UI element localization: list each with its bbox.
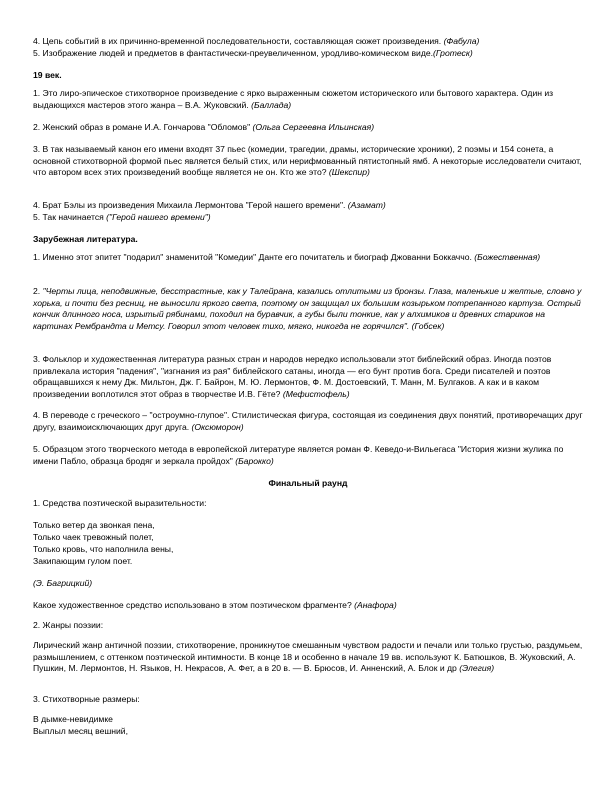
question-text: Лирический жанр античной поэзии, стихотворение, проникнутое смешанным чувством радости и печали или только грустью, раздумьем, размышлением, с оттенком поэтической интимности. В конце 18 и особенно в начале 19 вв. используют К. Батюшков, В. Жуковский, А. Пушкин, М. Лермонтов, Н. Языков, Н. Некрасов, А. Фет, а в 20 в. — В. Брюсов, И. Анненский, А. Блок и др [33,640,583,674]
question-bozhestvennaya [33,252,583,264]
answer: (Шекспир) [328,167,370,178]
question-text: Какое художественное средство использовано в этом поэтическом фрагменте? [33,600,355,610]
question-mefistofel [33,354,583,400]
question-text: 2. [33,286,43,296]
question-text: 4. Брат Бэлы из произведения Михаила Лермонтова "Герой нашего времени". [33,200,348,210]
answer: (Мефистофель) [282,388,350,399]
answer: (Анафора) [354,600,397,610]
question-shakespeare [33,144,583,179]
answer: (Гротеск) [433,48,473,58]
question-fabula [33,36,583,48]
question-ballada [33,88,583,111]
section-heading-19-century: 19 век. [33,70,62,80]
question-oksyumoron [33,410,583,433]
poem-line: В дымке-невидимке [33,714,113,724]
poem-line: Закипающим гулом поет. [33,556,133,566]
question-gobsek [33,286,583,332]
section-heading-final-round: Финальный раунд [268,478,348,488]
question-text: 3. Фольклор и художественная литература разных стран и народов нередко использовали этот библейский образ. Иногда поэтов привлекала история "падения", "изгнания из рая" библейского сатаны, иногда — его бунт против бога. Среди писателей и поэтов обращавшихся к нему Дж. Мильтон, Дж. Г. Байрон, М. Ю. Лермонтов, Ф. М. Достоевский, Т. Манн, М. Булгаков. А как и в каком произведении воплотился этот образ в творчестве И.В. Гёте? [33,354,552,399]
answer: (Элегия) [459,663,495,674]
answer: (Божественная) [474,252,541,262]
question-text: 3. В так называемый канон его имени входят 37 пьес (комедии, трагедии, драмы, исторические хроники), 2 поэмы и 154 сонета, а основной стихотворной формой пьес является белый стих, или нерифмованный пятистопный ямб. А некоторые исследователи считают, что автором всех этих произведений вообще является не он. Кто же это? [33,144,582,178]
question-barokko [33,444,583,467]
question-text: 5. Изображение людей и предметов в фантастически-преувеличенном, уродливо-комическом виде. [33,48,433,58]
question-text: 4. В переводе с греческого – "остроумно-глупое". Стилистическая фигура, состоящая из соединения двух понятий, противоречащих друг другу, взаимоисключающих друг друга. [33,410,583,432]
poem-line: Только кровь, что наполнила вены, [33,544,174,554]
question-text: 2. Женский образ в романе И.А. Гончарова "Обломов" [33,122,253,132]
final-question-3-title: 3. Стихотворные размеры: [33,694,140,704]
question-grotesk [33,48,583,60]
poem-author [33,578,583,590]
question-text: 5. Образцом этого творческого метода в европейской литературе является роман Ф. Кеведо-и-Вильегаса "История жизни жулика по имени Пабло, образца бродяг и зеркала пройдох" [33,444,564,466]
question-olga [33,122,583,134]
answer: (Баллада) [251,99,292,110]
answer: (Ольга Сергеевна Ильинская) [252,122,375,132]
answer: (Э. Багрицкий) [33,578,93,588]
question-text: 4. Цепь событий в их причинно-временной последовательности, составляющая сюжет произведения. [33,36,444,46]
answer: (Фабула) [443,36,480,46]
question-text: 1. Именно этот эпитет "подарил" знаменитой "Комедии" Данте его почитатель и биограф Джованни Боккаччо. [33,252,475,262]
answer: "Черты лица, неподвижные, бесстрастные, как у Талейрана, казались отлитыми из бронзы. Глаза, маленькие и желтые, словно у хорька, и почти без ресниц, не выносили яркого света, поэтому он защищал их большим козырьком потрепанного картуза. Острый кончик длинного носа, изрытый рябинами, походил на буравчик, а губы были тонкие, как у алхимиков и древних стариков на картинах Рембрандта и Метсу. Говорил этот человек тихо, мягко, никогда не горячился". (Гобсек) [33,286,582,331]
section-heading-foreign-literature: Зарубежная литература. [33,234,138,244]
final-question-1-title: 1. Средства поэтической выразительности: [33,498,207,508]
answer: (Барокко) [235,455,274,466]
answer: ("Герой нашего времени") [106,212,211,222]
question-azamat [33,200,583,212]
question-text: 5. Так начинается [33,212,107,222]
poem-line: Только чаек тревожный полет, [33,532,154,542]
answer: (Азамат) [347,200,386,210]
answer: (Оксюморон) [191,421,244,432]
question-geroy [33,212,583,224]
question-anafora [33,600,583,612]
poem-line: Только ветер да звонкая пена, [33,520,155,530]
poem-line: Выплыл месяц вешний, [33,726,128,736]
final-question-2-title: 2. Жанры поэзии: [33,620,104,630]
question-text: 1. Это лиро-эпическое стихотворное произведение с ярко выраженным сюжетом исторического или бытового характера. Один из выдающихся мастеров этого жанра – В.А. Жуковский. [33,88,554,110]
question-elegiya [33,640,583,675]
